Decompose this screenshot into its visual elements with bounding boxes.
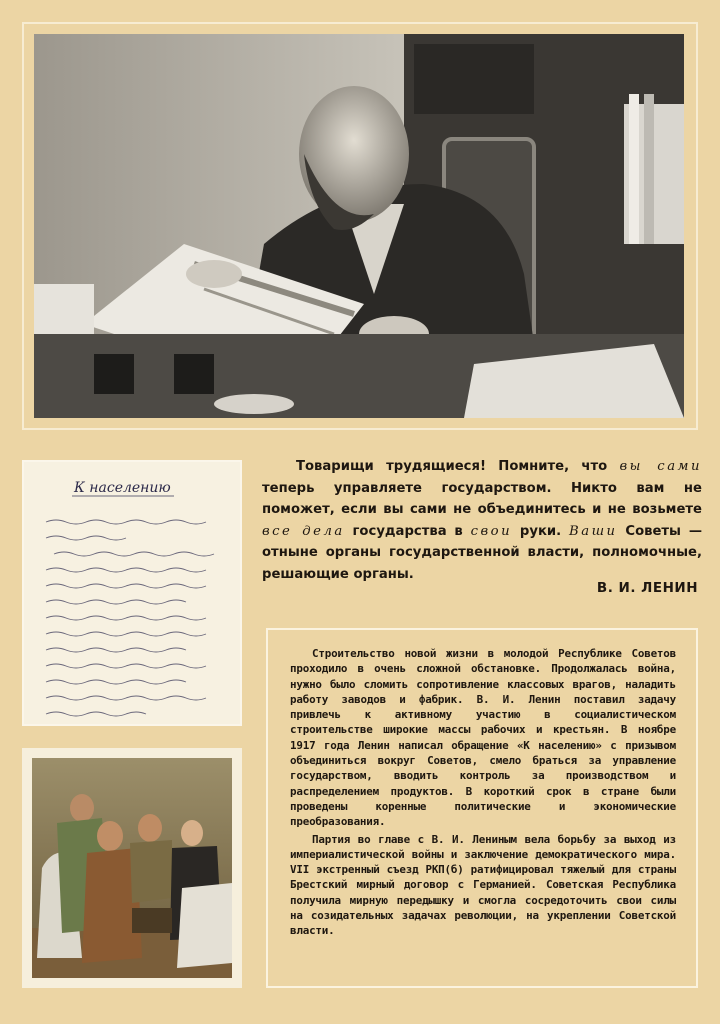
quote-text: руки. xyxy=(512,523,570,539)
handwritten-appeal-document xyxy=(22,460,242,726)
quote-paragraph xyxy=(262,456,702,585)
paragraph-text: Строительство новой жизни в молодой Республике Советов проходило в очень сложной обстановке. Продолжалась война, нужно было сломить сопротивление классовых врагов, наладить работу заводов и фабрик. В. И. Ленин поставил задачу привлечь к активному участию в социалистическом строительстве широкие массы рабочих и крестьян. В ноябре 1917 года Ленин написал обращение «К населению» с призывом объединиться вокруг Советов, смело браться за управление государством, вводить контроль за производством и распределением продуктов. В короткий срок в стране были проведены коренные политические и экономические преобразования. xyxy=(290,647,676,829)
quote-emphasis: Ваши xyxy=(569,523,618,539)
quote-emphasis: все дела xyxy=(262,523,345,539)
lenin-reading-photo xyxy=(34,34,684,418)
history-paragraph-1 xyxy=(290,646,676,830)
quote-author: В. И. ЛЕНИН xyxy=(596,580,698,596)
lenin-with-soldiers-painting xyxy=(22,748,242,988)
paragraph-text: Партия во главе с В. И. Лениным вела борьбу за выход из империалистической войны и заключение демократического мира. VII экстренный съезд РКП(б) ратифицировал тяжелый для страны Брестский мирный договор с Германией. Советская Республика получила мирную передышку и смогла сосредоточить свои силы на созидательных задачах революции, на укреплении Советской власти. xyxy=(290,832,676,938)
quote-text: государства в xyxy=(344,523,471,539)
quote-text: Советы — отныне органы государственной власти, полномочные, решающие органы. xyxy=(262,523,703,582)
handwritten-title: К населению xyxy=(74,480,171,496)
lenin-quote xyxy=(262,456,702,585)
quote-text: Товарищи трудящиеся! Помните, что xyxy=(296,459,620,474)
quote-text: теперь управляете государством. Никто вам не поможет, если вы сами не объединитесь и не возьмете xyxy=(262,480,702,517)
history-paragraph-2 xyxy=(290,832,676,939)
history-text-box xyxy=(266,628,698,988)
quote-emphasis: свои xyxy=(470,523,513,539)
quote-emphasis: вы сами xyxy=(619,459,702,474)
handwriting-lines xyxy=(24,462,240,724)
